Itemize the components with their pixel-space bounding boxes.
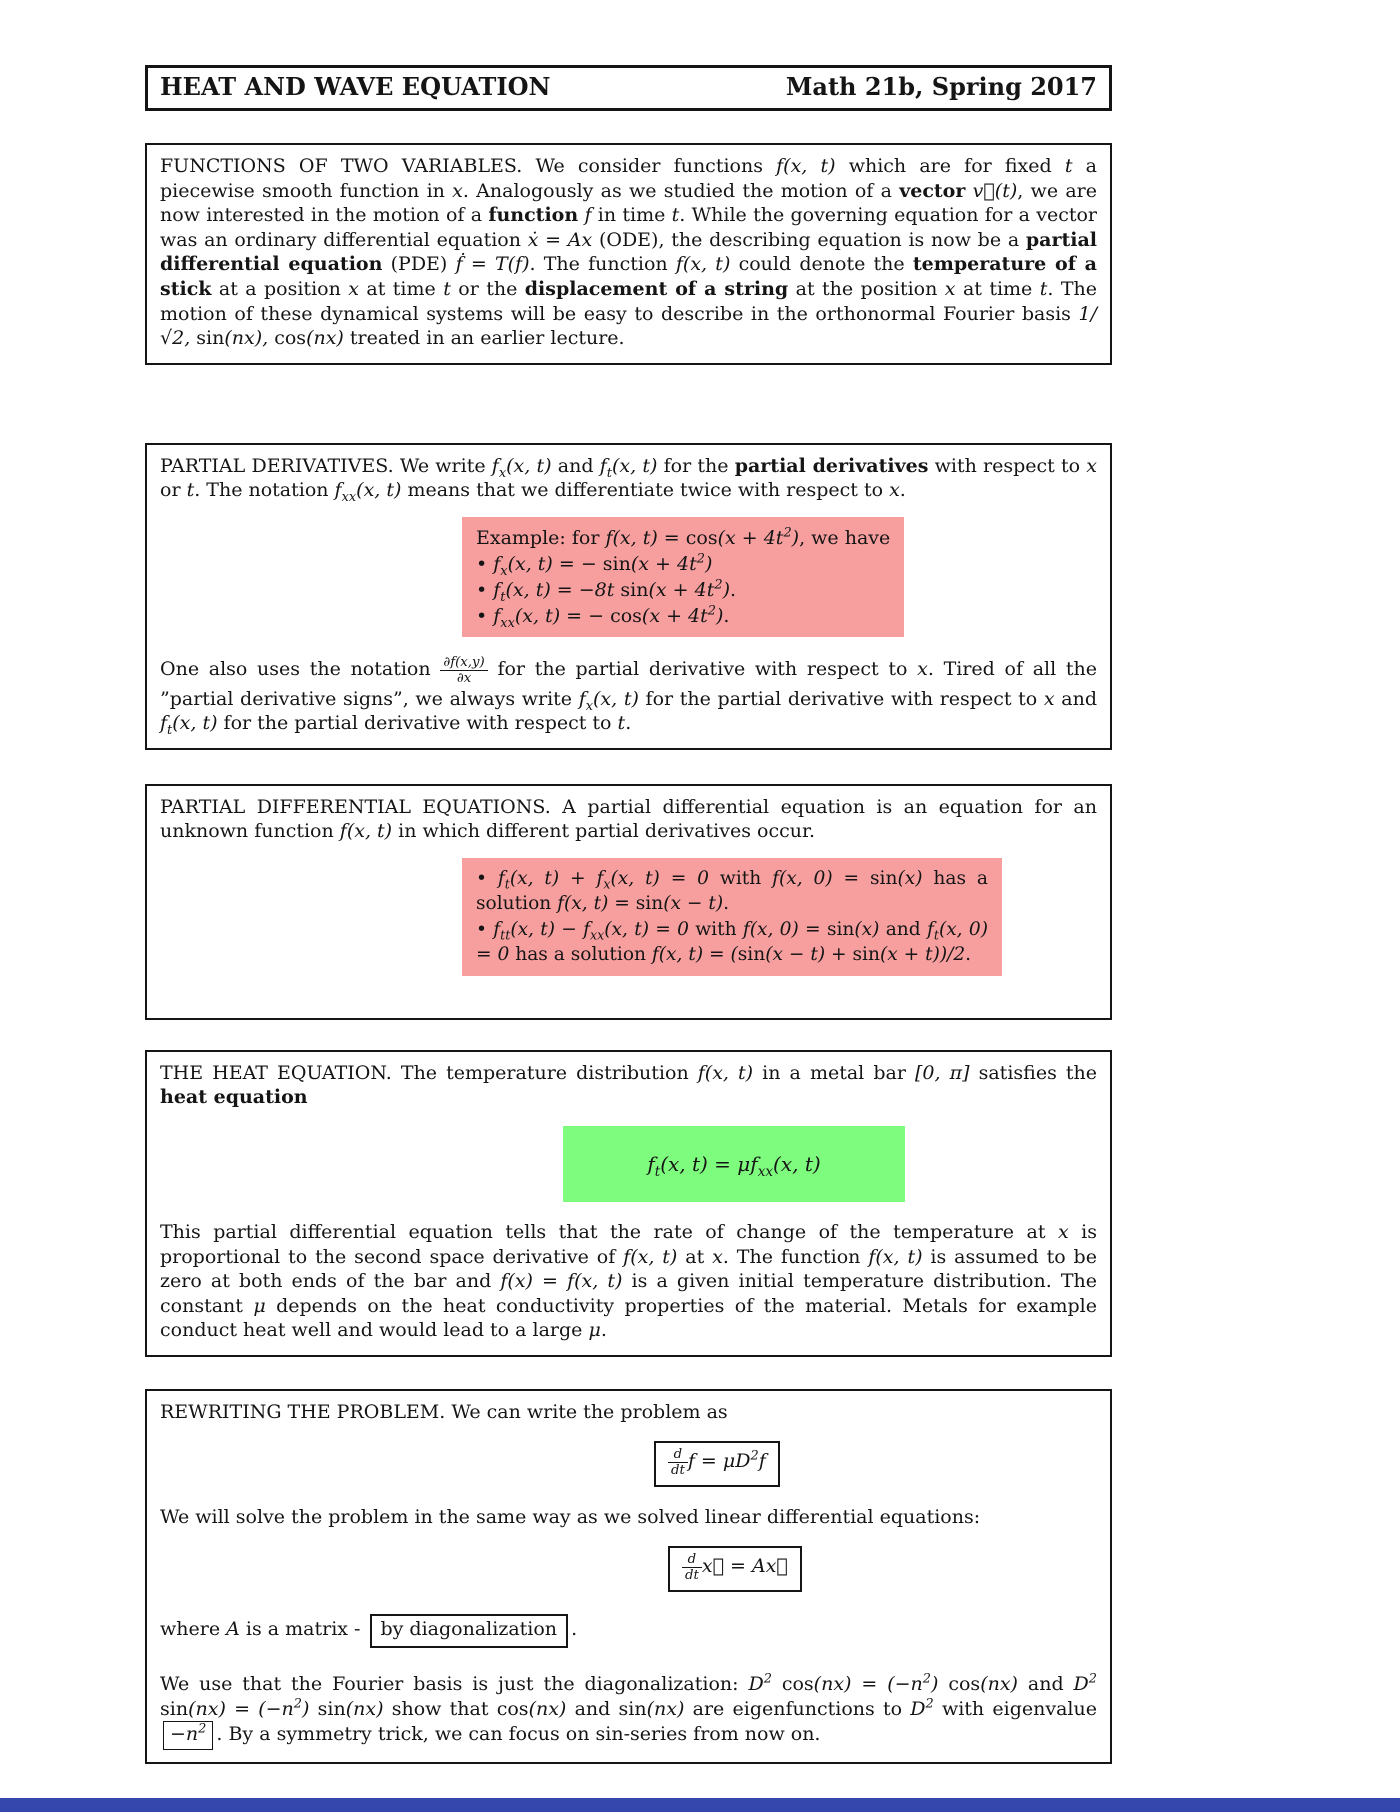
pde-intro: PARTIAL DIFFERENTIAL EQUATIONS. A partial differential equation is an equation for an unknown function f(x, t) in which different partial derivatives occur.: [160, 795, 1097, 843]
by-diagonalization-box: by diagonalization: [370, 1614, 569, 1648]
bottom-bar: [0, 1798, 1400, 1812]
equation-row-ddt-f: [654, 1441, 1097, 1488]
functions-paragraph: FUNCTIONS OF TWO VARIABLES. We consider functions f(x, t) which are for fixed t a piecewise smooth function in x. Analogously as we studied the motion of a vector v⃗(t), we are now interested in the motion of a function f in time t. While the governing equation for a vector was an ordinary differential equation ẋ = Ax (ODE), the describing equation is now be a partial differential equation (PDE) ḟ = T(f). The function f(x, t) could denote the temperature of a stick at a position x at time t or the displacement of a string at the position x at time t. The motion of these dynamical systems will be easy to describe in the orthonormal Fourier basis 1/√2, sin(nx), cos(nx) treated in an earlier lecture.: [160, 155, 1098, 350]
ddt-f-equation-box: $\frac{d}{dt}$ $f = \mu D^2f$: [654, 1441, 780, 1488]
example-bullet: • $f_x(x$, t) = − $\sin(x + 4t^2)$: [476, 551, 713, 579]
example-bullet: • $f_t(x$, t) = −8t $\sin(x + 4t^2)$.: [476, 577, 737, 605]
example-bullet: • $f_{tt}(x$, $t) - f_{xx}(x$, t) = 0 with f(x, 0) = sin(x) and $f_t(x$, 0) = 0 has a solution f(x, t) = (sin(x − t) + sin(x + t))/2.: [476, 918, 988, 966]
example-title: Example: for f(x, $t) = \cos(x + 4t^2)$, we have: [476, 525, 891, 549]
course-label: Math 21b, Spring 2017: [785, 72, 1097, 101]
example-bullet: • $f_{xx}(x$, t) = − $\cos(x + 4t^2)$.: [476, 603, 730, 631]
example-box-pde: [462, 858, 1002, 976]
where-line: [160, 1614, 1097, 1648]
heat-equation-outro: This partial differential equation tells that the rate of change of the temperature at x is proportional to the second space derivative of f(x, t) at x. The function f(x, t) is assumed to be zero at both ends of the bar and f(x) = f(x, t) is a given initial temperature distribution. The constant μ depends on the heat conductivity properties of the material. Metals for example conduct heat well and would lead to a large μ.: [160, 1221, 1098, 1342]
section-rewriting-the-problem: [145, 1389, 1112, 1764]
heat-equation-highlight: [563, 1126, 905, 1202]
rewriting-final: We use that the Fourier basis is just the diagonalization: $D^2$ $\cos(nx) = (-n^2)$ cos(nx) and $D^2$ $\sin(nx) = (-n^2)$ sin(nx) show that cos(nx) and sin(nx) are eigenfunctions to $D^2$ with eigenvalue $-n^2$ . By a symmetry trick, we can focus on sin-series from now on.: [160, 1672, 1097, 1750]
where-suffix: .: [571, 1618, 578, 1641]
where-prefix: where A is a matrix -: [160, 1618, 367, 1641]
document-title: HEAT AND WAVE EQUATION: [160, 72, 551, 101]
rewriting-intro: REWRITING THE PROBLEM. We can write the problem as: [160, 1401, 728, 1424]
section-functions-of-two-variables: [145, 143, 1112, 365]
partial-derivatives-intro: PARTIAL DERIVATIVES. We write $f_x(x$, t) and $f_t(x$, t) for the partial derivatives with respect to x or t. The notation $f_{xx}(x$, t) means that we differentiate twice with respect to x.: [160, 454, 1097, 506]
section-partial-derivatives: [145, 443, 1112, 750]
document-header: [145, 65, 1112, 111]
section-partial-differential-equations: [145, 784, 1112, 1020]
partial-derivatives-outro: One also uses the notation $\frac{\partial f(x,y)}{\partial x}$ for the partial derivative with respect to x. Tired of all the ”partial derivative signs”, we always write $f_x(x$, t) for the partial derivative with respect to x and $f_t(x$, t) for the partial derivative with respect to t.: [160, 654, 1097, 738]
document-page: [145, 0, 1112, 1764]
rewriting-mid: We will solve the problem in the same way as we solved linear differential equations:: [160, 1506, 981, 1529]
heat-equation-intro: THE HEAT EQUATION. The temperature distribution f(x, t) in a metal bar [0, π] satisfies the heat equation: [160, 1061, 1098, 1109]
example-bullet: • $f_t(x$, $t) + f_x(x$, t) = 0 with f(x, 0) = sin(x) has a solution f(x, t) = sin(x − t).: [476, 867, 988, 915]
heat-equation-formula: $f_t(x$, $t) = \mu f_{xx}(x$, t): [647, 1152, 821, 1181]
ddt-x-equation-box: $\frac{d}{dt}$ x⃗ = Ax⃗: [668, 1546, 802, 1593]
section-heat-equation: [145, 1050, 1112, 1357]
example-box-partial-derivatives: [462, 517, 904, 637]
equation-row-ddt-x: [668, 1546, 1097, 1593]
